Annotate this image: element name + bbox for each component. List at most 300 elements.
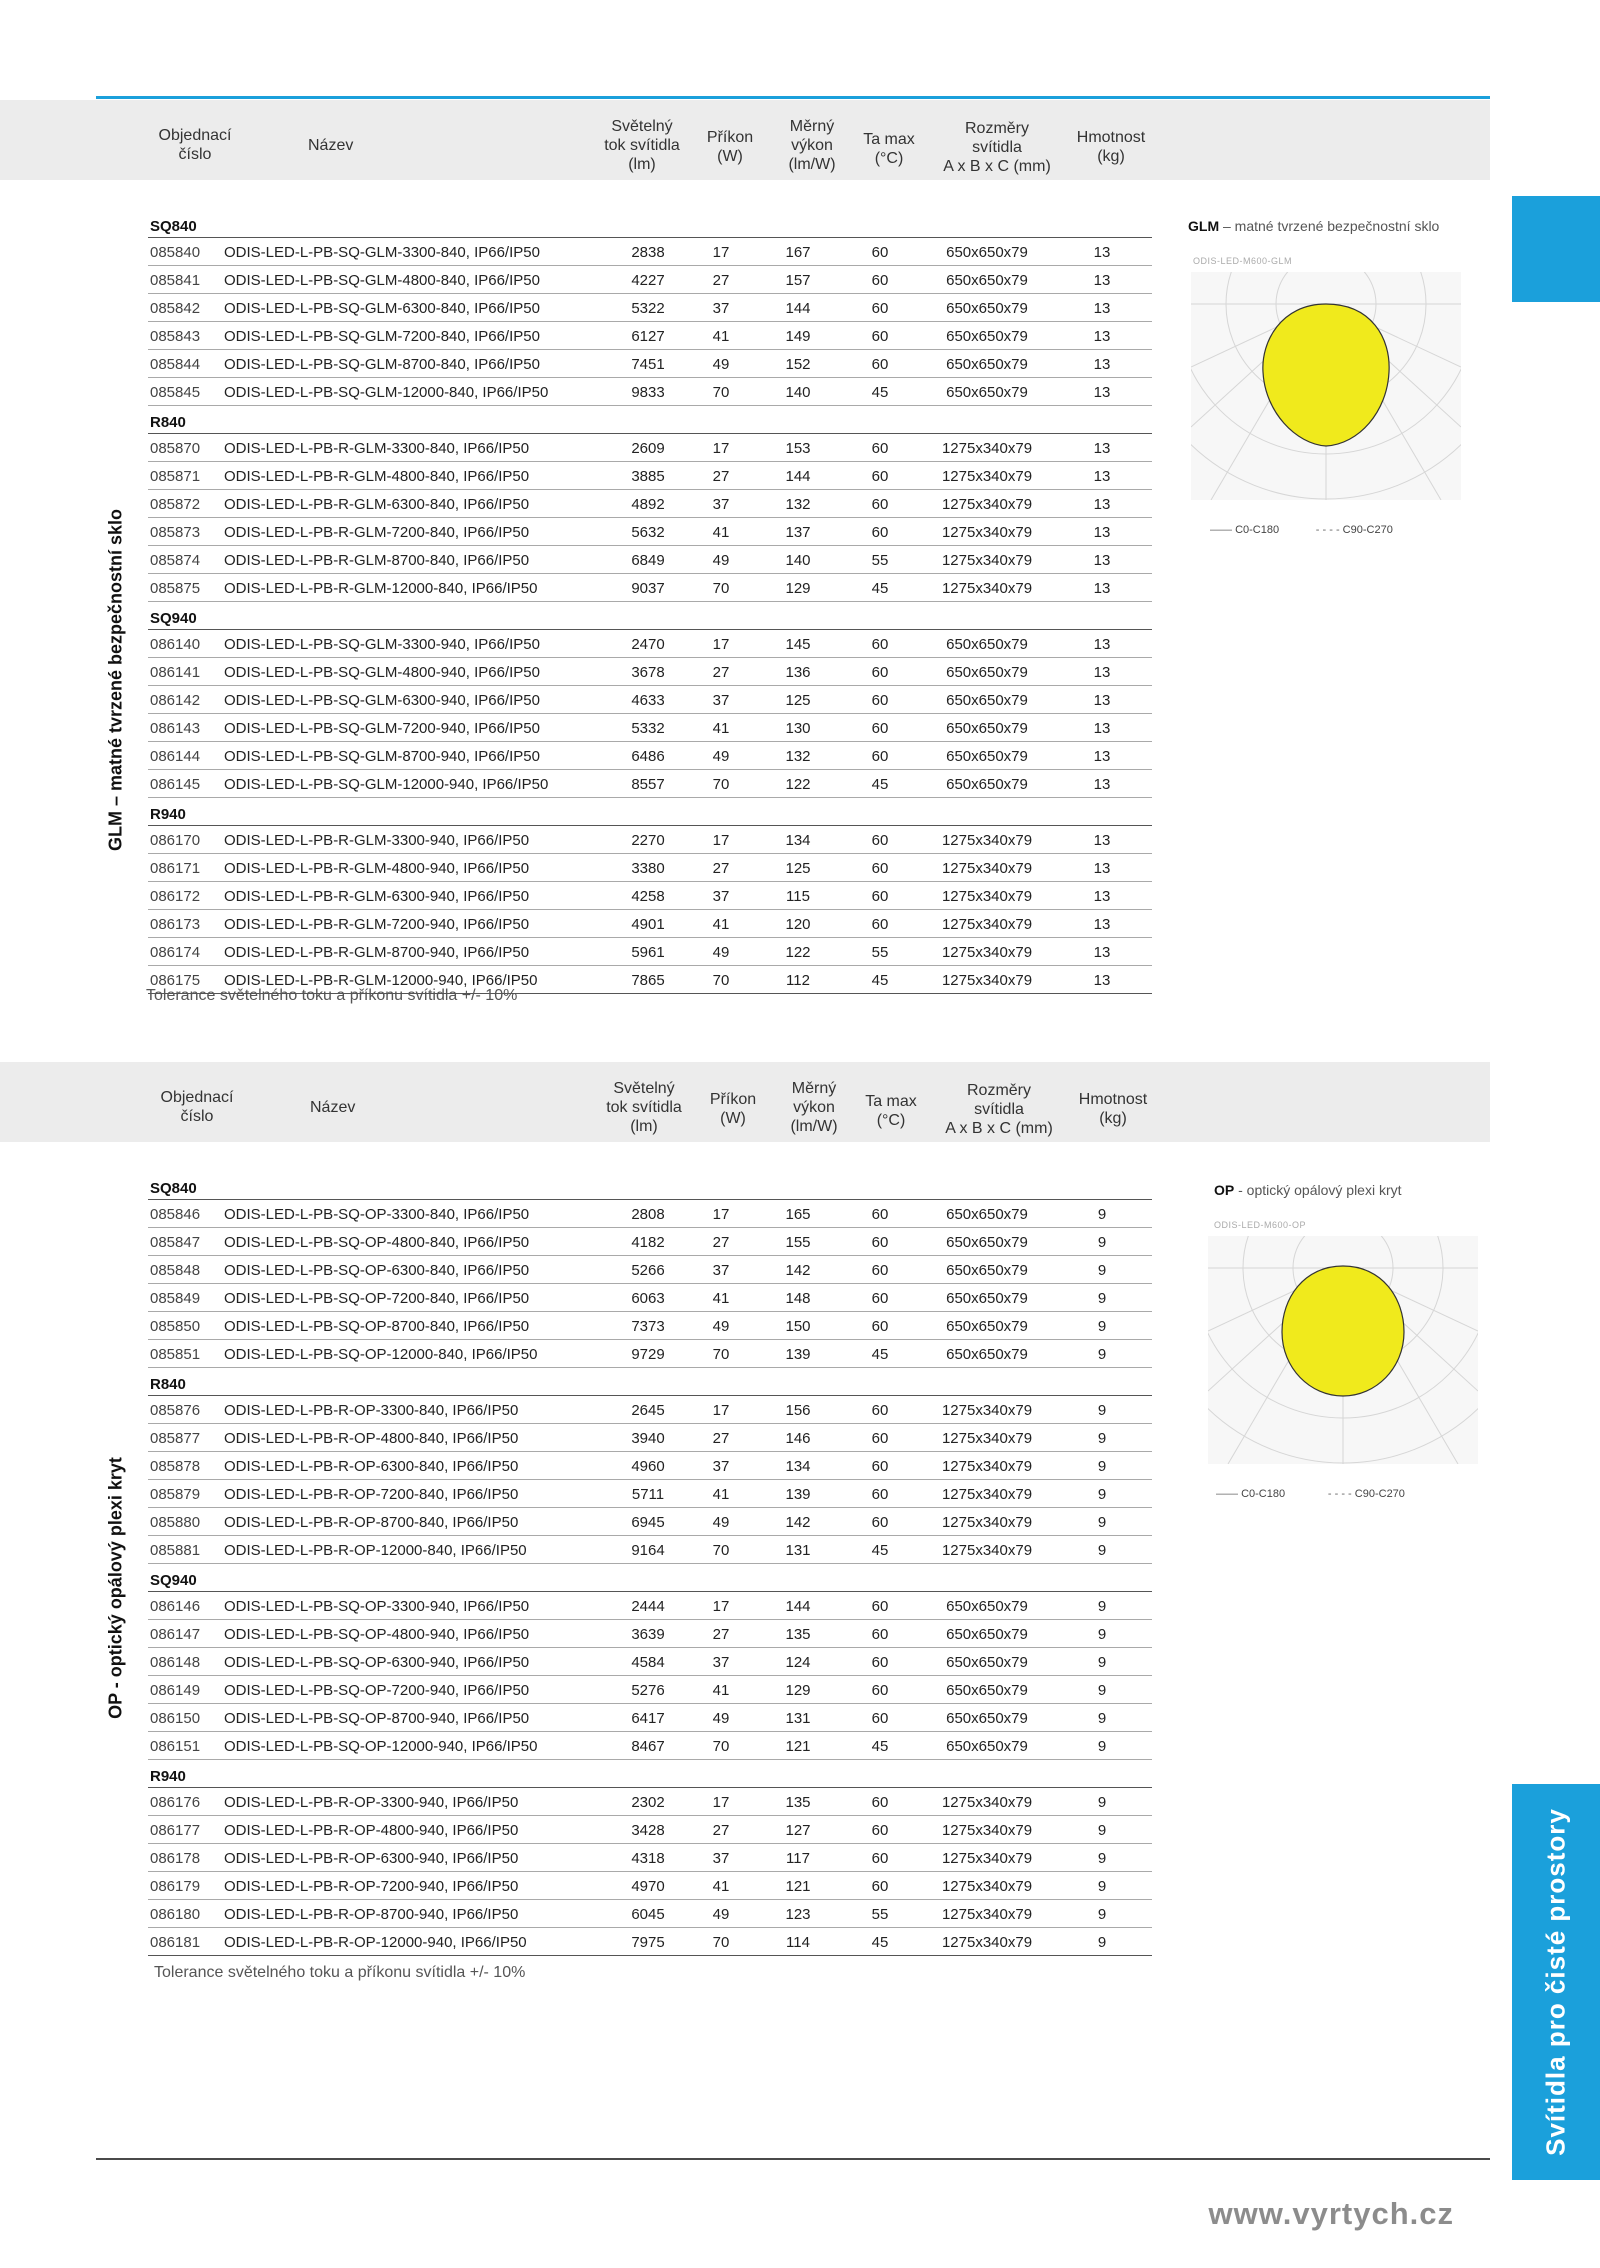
tolerance-note: Tolerance světelného toku a příkonu svítidla +/- 10% [154,1964,526,1981]
table-row[interactable] [148,1620,1152,1648]
cell-order-number: 085846 [150,1206,201,1223]
cell-product-name: ODIS-LED-L-PB-SQ-OP-12000-940, IP66/IP50 [224,1738,538,1755]
cell-ta-max: 60 [871,1514,889,1531]
section-glm [0,100,1520,1020]
cell-order-number: 086177 [150,1822,201,1839]
table-row[interactable] [148,1648,1152,1676]
cell-ta-max: 45 [871,580,889,597]
table-row[interactable] [148,1732,1152,1760]
cell-dimensions: 650x650x79 [946,1682,1028,1699]
cell-order-number: 085845 [150,384,201,401]
cell-product-name: ODIS-LED-L-PB-SQ-OP-7200-840, IP66/IP50 [224,1290,530,1307]
cell-dimensions: 1275x340x79 [941,916,1033,933]
table-row[interactable] [148,1900,1152,1928]
cell-order-number: 086151 [150,1738,201,1755]
cell-luminous-flux: 5322 [631,300,665,317]
cell-ta-max: 60 [871,692,889,709]
cell-luminous-flux: 6063 [631,1290,665,1307]
cell-dimensions: 650x650x79 [946,1234,1028,1251]
header-ta-max: Ta max (°C) [863,131,915,167]
table-row[interactable] [148,686,1152,714]
table-header [0,1062,1490,1142]
cell-dimensions: 650x650x79 [946,1654,1028,1671]
cell-product-name: ODIS-LED-L-PB-R-OP-7200-840, IP66/IP50 [224,1486,519,1503]
table-row[interactable] [148,1424,1152,1452]
cell-luminous-flux: 3940 [631,1430,665,1447]
cell-luminous-flux: 4227 [631,272,665,289]
cell-order-number: 086140 [150,636,201,653]
cell-weight: 9 [1097,1430,1107,1447]
cell-weight: 9 [1097,1290,1107,1307]
table-row[interactable] [148,1788,1152,1816]
group-header [148,1368,1152,1396]
cell-weight: 13 [1093,328,1111,345]
cell-ta-max: 60 [871,1822,889,1839]
cell-dimensions: 1275x340x79 [941,1486,1033,1503]
header-ta-max: Ta max (°C) [865,1093,917,1129]
header-dimensions: Rozměry svítidla A x B x C (mm) [945,1082,1053,1137]
table-row[interactable] [148,854,1152,882]
cell-weight: 13 [1093,580,1111,597]
cell-ta-max: 60 [871,496,889,513]
cell-order-number: 086145 [150,776,201,793]
cell-luminous-flux: 2808 [631,1206,665,1223]
cell-order-number: 085873 [150,524,201,541]
website-url[interactable]: www.vyrtych.cz [1208,2196,1454,2231]
tolerance-note: Tolerance světelného toku a příkonu svítidla +/- 10% [146,987,518,1004]
cell-weight: 9 [1097,1850,1107,1867]
bottom-rule [96,2158,1490,2160]
cell-weight: 13 [1093,720,1111,737]
cell-efficacy: 134 [785,1458,811,1475]
cell-luminous-flux: 6849 [631,552,665,569]
cell-efficacy: 127 [785,1822,811,1839]
cell-ta-max: 60 [871,860,889,877]
cell-product-name: ODIS-LED-L-PB-R-OP-8700-940, IP66/IP50 [224,1906,519,1923]
group-name: R940 [150,1768,186,1785]
section-vertical-label: OP - optický opálový plexi kryt [105,1457,126,1719]
cell-order-number: 085870 [150,440,201,457]
cell-weight: 13 [1093,664,1111,681]
cell-order-number: 086173 [150,916,201,933]
cell-luminous-flux: 4584 [631,1654,665,1671]
cell-dimensions: 1275x340x79 [941,580,1033,597]
diagram-title: OP - optický opálový plexi kryt [1214,1182,1402,1198]
cell-efficacy: 139 [785,1346,811,1363]
cell-power: 37 [712,1654,730,1671]
cell-efficacy: 150 [785,1318,811,1335]
table-row[interactable] [148,1228,1152,1256]
cell-weight: 9 [1097,1878,1107,1895]
cell-ta-max: 45 [871,972,889,989]
table-row[interactable] [148,1592,1152,1620]
cell-weight: 13 [1093,748,1111,765]
header-weight: Hmotnost (kg) [1078,1091,1148,1127]
cell-order-number: 086147 [150,1626,201,1643]
cell-efficacy: 125 [785,860,811,877]
cell-product-name: ODIS-LED-L-PB-SQ-GLM-7200-940, IP66/IP50 [224,720,540,737]
cell-product-name: ODIS-LED-L-PB-SQ-GLM-6300-940, IP66/IP50 [224,692,540,709]
cell-dimensions: 1275x340x79 [941,1514,1033,1531]
cell-luminous-flux: 3678 [631,664,665,681]
cell-ta-max: 60 [871,1318,889,1335]
cell-product-name: ODIS-LED-L-PB-R-OP-6300-840, IP66/IP50 [224,1458,519,1475]
group-header [148,798,1152,826]
cell-product-name: ODIS-LED-L-PB-SQ-OP-3300-840, IP66/IP50 [224,1206,530,1223]
cell-ta-max: 60 [871,636,889,653]
table-row[interactable] [148,490,1152,518]
table-row[interactable] [148,434,1152,462]
cell-power: 49 [712,1906,730,1923]
table-row[interactable] [148,1508,1152,1536]
cell-dimensions: 650x650x79 [946,300,1028,317]
table-row[interactable] [148,1676,1152,1704]
cell-weight: 13 [1093,356,1111,373]
cell-efficacy: 144 [785,300,811,317]
cell-weight: 13 [1093,692,1111,709]
table-row[interactable] [148,1480,1152,1508]
cell-weight: 13 [1093,244,1111,261]
cell-dimensions: 1275x340x79 [941,1850,1033,1867]
cell-power: 41 [712,1290,730,1307]
cell-weight: 9 [1097,1542,1107,1559]
cell-luminous-flux: 5276 [631,1682,665,1699]
table-row[interactable] [148,630,1152,658]
cell-order-number: 086171 [150,860,201,877]
cell-ta-max: 45 [871,1542,889,1559]
cell-order-number: 086144 [150,748,201,765]
cell-power: 49 [712,356,730,373]
cell-ta-max: 60 [871,1654,889,1671]
cell-efficacy: 123 [785,1906,811,1923]
cell-product-name: ODIS-LED-L-PB-R-GLM-6300-940, IP66/IP50 [224,888,530,905]
cell-order-number: 085871 [150,468,201,485]
cell-dimensions: 1275x340x79 [941,888,1033,905]
cell-efficacy: 115 [786,888,810,905]
cell-efficacy: 153 [785,440,811,457]
cell-weight: 13 [1093,888,1111,905]
cell-product-name: ODIS-LED-L-PB-R-OP-12000-940, IP66/IP50 [224,1934,527,1951]
table-row[interactable] [148,1312,1152,1340]
cell-order-number: 086178 [150,1850,201,1867]
cell-power: 17 [712,244,730,261]
cell-product-name: ODIS-LED-L-PB-R-GLM-4800-940, IP66/IP50 [224,860,530,877]
cell-power: 27 [712,468,730,485]
table-row[interactable] [148,714,1152,742]
table-row[interactable] [148,350,1152,378]
cell-ta-max: 60 [871,328,889,345]
table-row[interactable] [148,1872,1152,1900]
cell-order-number: 085879 [150,1486,201,1503]
cell-product-name: ODIS-LED-L-PB-SQ-GLM-6300-840, IP66/IP50 [224,300,540,317]
cell-luminous-flux: 6127 [631,328,665,345]
cell-power: 41 [712,1682,730,1699]
cell-dimensions: 650x650x79 [946,328,1028,345]
cell-weight: 9 [1097,1458,1107,1475]
cell-product-name: ODIS-LED-L-PB-R-GLM-12000-840, IP66/IP50 [224,580,538,597]
cell-product-name: ODIS-LED-L-PB-SQ-GLM-4800-840, IP66/IP50 [224,272,540,289]
cell-power: 37 [712,692,730,709]
header-name: Název [308,137,354,154]
cell-order-number: 086141 [150,664,201,681]
cell-power: 41 [712,916,730,933]
table-row[interactable] [148,322,1152,350]
cell-product-name: ODIS-LED-L-PB-SQ-GLM-8700-840, IP66/IP50 [224,356,540,373]
light-distribution-curve [1263,304,1389,446]
product-table [148,1172,1152,1956]
cell-product-name: ODIS-LED-L-PB-SQ-OP-4800-840, IP66/IP50 [224,1234,530,1251]
cell-order-number: 085850 [150,1318,201,1335]
cell-power: 37 [712,888,730,905]
table-row[interactable] [148,574,1152,602]
table-row[interactable] [148,910,1152,938]
table-row[interactable] [148,1200,1152,1228]
cell-power: 49 [712,748,730,765]
cell-dimensions: 650x650x79 [946,1262,1028,1279]
cell-ta-max: 60 [871,664,889,681]
table-row[interactable] [148,266,1152,294]
cell-luminous-flux: 2470 [631,636,665,653]
cell-dimensions: 650x650x79 [946,720,1028,737]
cell-efficacy: 155 [785,1234,811,1251]
cell-ta-max: 60 [871,832,889,849]
cell-weight: 9 [1097,1262,1107,1279]
table-row[interactable] [148,1844,1152,1872]
cell-efficacy: 156 [785,1402,811,1419]
cell-efficacy: 121 [785,1738,811,1755]
table-row[interactable] [148,518,1152,546]
cell-power: 17 [712,1794,730,1811]
cell-luminous-flux: 4892 [631,496,665,513]
cell-ta-max: 60 [871,748,889,765]
header-luminous-flux: Světelný tok svítidla (lm) [604,118,680,173]
cell-product-name: ODIS-LED-L-PB-SQ-OP-6300-840, IP66/IP50 [224,1262,530,1279]
cell-efficacy: 142 [785,1514,811,1531]
cell-ta-max: 45 [871,1934,889,1951]
group-header [148,1760,1152,1788]
table-row[interactable] [148,1816,1152,1844]
cell-product-name: ODIS-LED-L-PB-R-OP-3300-940, IP66/IP50 [224,1794,519,1811]
cell-ta-max: 60 [871,1430,889,1447]
table-row[interactable] [148,770,1152,798]
cell-efficacy: 125 [785,692,811,709]
cell-weight: 9 [1097,1598,1107,1615]
cell-product-name: ODIS-LED-L-PB-SQ-GLM-7200-840, IP66/IP50 [224,328,540,345]
cell-weight: 9 [1097,1710,1107,1727]
cell-order-number: 086148 [150,1654,201,1671]
cell-power: 17 [712,832,730,849]
cell-product-name: ODIS-LED-L-PB-R-GLM-8700-940, IP66/IP50 [224,944,530,961]
group-header [148,1564,1152,1592]
cell-product-name: ODIS-LED-L-PB-SQ-OP-7200-940, IP66/IP50 [224,1682,530,1699]
cell-efficacy: 144 [785,1598,811,1615]
cell-efficacy: 132 [785,496,811,513]
table-row[interactable] [148,1536,1152,1564]
cell-product-name: ODIS-LED-L-PB-SQ-GLM-4800-940, IP66/IP50 [224,664,540,681]
cell-luminous-flux: 8557 [631,776,665,793]
cell-luminous-flux: 3885 [631,468,665,485]
cell-luminous-flux: 8467 [631,1738,665,1755]
cell-dimensions: 1275x340x79 [941,1402,1033,1419]
table-header [0,100,1490,180]
cell-product-name: ODIS-LED-L-PB-R-GLM-8700-840, IP66/IP50 [224,552,530,569]
cell-luminous-flux: 7373 [631,1318,665,1335]
table-row[interactable] [148,1704,1152,1732]
cell-efficacy: 142 [785,1262,811,1279]
cell-product-name: ODIS-LED-L-PB-R-OP-6300-940, IP66/IP50 [224,1850,519,1867]
table-row[interactable] [148,238,1152,266]
cell-product-name: ODIS-LED-L-PB-SQ-GLM-8700-940, IP66/IP50 [224,748,540,765]
cell-weight: 13 [1093,272,1111,289]
cell-dimensions: 650x650x79 [946,776,1028,793]
cell-efficacy: 144 [785,468,811,485]
cell-power: 37 [712,1850,730,1867]
cell-order-number: 086149 [150,1682,201,1699]
cell-order-number: 086180 [150,1906,201,1923]
cell-dimensions: 1275x340x79 [941,972,1033,989]
cell-order-number: 085876 [150,1402,201,1419]
cell-dimensions: 650x650x79 [946,636,1028,653]
cell-power: 27 [712,1626,730,1643]
cell-order-number: 085849 [150,1290,201,1307]
table-row[interactable] [148,1928,1152,1956]
cell-luminous-flux: 4182 [631,1234,665,1251]
table-row[interactable] [148,1396,1152,1424]
cell-power: 49 [712,1514,730,1531]
side-tab-marker [1512,196,1600,302]
cell-power: 70 [712,1346,730,1363]
cell-order-number: 086142 [150,692,201,709]
cell-dimensions: 1275x340x79 [941,1822,1033,1839]
cell-product-name: ODIS-LED-L-PB-SQ-OP-6300-940, IP66/IP50 [224,1654,530,1671]
cell-luminous-flux: 4633 [631,692,665,709]
cell-luminous-flux: 6417 [631,1710,665,1727]
cell-order-number: 086175 [150,972,201,989]
cell-efficacy: 157 [785,272,811,289]
cell-order-number: 086146 [150,1598,201,1615]
cell-power: 17 [712,1598,730,1615]
cell-dimensions: 1275x340x79 [941,468,1033,485]
cell-dimensions: 1275x340x79 [941,552,1033,569]
cell-dimensions: 1275x340x79 [941,496,1033,513]
group-header [148,602,1152,630]
cell-efficacy: 122 [785,944,811,961]
group-name: R840 [150,1376,186,1393]
cell-power: 27 [712,1430,730,1447]
cell-order-number: 086172 [150,888,201,905]
cell-power: 70 [712,384,730,401]
cell-order-number: 086174 [150,944,201,961]
cell-order-number: 085875 [150,580,201,597]
table-row[interactable] [148,462,1152,490]
cell-product-name: ODIS-LED-L-PB-SQ-OP-8700-940, IP66/IP50 [224,1710,530,1727]
cell-dimensions: 650x650x79 [946,384,1028,401]
cell-weight: 9 [1097,1934,1107,1951]
cell-weight: 13 [1093,440,1111,457]
table-row[interactable] [148,882,1152,910]
cell-ta-max: 60 [871,1458,889,1475]
group-header [148,406,1152,434]
cell-order-number: 086143 [150,720,201,737]
table-row[interactable] [148,1256,1152,1284]
cell-weight: 9 [1097,1486,1107,1503]
cell-efficacy: 131 [785,1710,811,1727]
cell-weight: 13 [1093,468,1111,485]
cell-ta-max: 60 [871,1206,889,1223]
table-row[interactable] [148,1284,1152,1312]
cell-efficacy: 135 [785,1626,811,1643]
cell-power: 49 [712,1710,730,1727]
group-name: SQ840 [150,218,197,235]
diagram-subtitle: ODIS-LED-M600-GLM [1193,256,1293,266]
table-row[interactable] [148,742,1152,770]
cell-ta-max: 60 [871,524,889,541]
table-row[interactable] [148,378,1152,406]
cell-ta-max: 60 [871,1710,889,1727]
cell-ta-max: 60 [871,888,889,905]
cell-efficacy: 149 [785,328,811,345]
cell-power: 27 [712,272,730,289]
cell-luminous-flux: 3380 [631,860,665,877]
cell-power: 70 [712,1542,730,1559]
cell-ta-max: 60 [871,272,889,289]
cell-dimensions: 650x650x79 [946,1626,1028,1643]
cell-luminous-flux: 6045 [631,1906,665,1923]
cell-luminous-flux: 2302 [631,1794,665,1811]
cell-dimensions: 1275x340x79 [941,524,1033,541]
table-row[interactable] [148,658,1152,686]
cell-dimensions: 650x650x79 [946,272,1028,289]
cell-efficacy: 135 [785,1794,811,1811]
cell-power: 70 [712,1934,730,1951]
cell-order-number: 085848 [150,1262,201,1279]
cell-weight: 13 [1093,636,1111,653]
cell-efficacy: 139 [785,1486,811,1503]
cell-luminous-flux: 5961 [631,944,665,961]
cell-efficacy: 148 [785,1290,811,1307]
cell-dimensions: 650x650x79 [946,1738,1028,1755]
cell-order-number: 085878 [150,1458,201,1475]
diagram-legend: —— C0-C180 - - - - C90-C270 [1210,524,1393,536]
cell-dimensions: 1275x340x79 [941,1458,1033,1475]
table-row[interactable] [148,1452,1152,1480]
cell-efficacy: 130 [785,720,811,737]
table-row[interactable] [148,546,1152,574]
cell-luminous-flux: 4901 [631,916,665,933]
cell-power: 17 [712,636,730,653]
cell-luminous-flux: 6945 [631,1514,665,1531]
table-row[interactable] [148,294,1152,322]
cell-product-name: ODIS-LED-L-PB-SQ-GLM-3300-840, IP66/IP50 [224,244,540,261]
cell-luminous-flux: 3428 [631,1822,665,1839]
cell-ta-max: 60 [871,356,889,373]
table-row[interactable] [148,938,1152,966]
cell-product-name: ODIS-LED-L-PB-R-GLM-7200-840, IP66/IP50 [224,524,530,541]
cell-power: 17 [712,1402,730,1419]
table-row[interactable] [148,826,1152,854]
table-row[interactable] [148,1340,1152,1368]
cell-efficacy: 140 [785,552,811,569]
cell-product-name: ODIS-LED-L-PB-SQ-OP-3300-940, IP66/IP50 [224,1598,530,1615]
cell-efficacy: 145 [785,636,811,653]
cell-power: 70 [712,972,730,989]
cell-product-name: ODIS-LED-L-PB-R-OP-3300-840, IP66/IP50 [224,1402,519,1419]
cell-ta-max: 45 [871,384,889,401]
cell-order-number: 085881 [150,1542,201,1559]
cell-dimensions: 1275x340x79 [941,832,1033,849]
cell-order-number: 085880 [150,1514,201,1531]
cell-efficacy: 131 [785,1542,811,1559]
